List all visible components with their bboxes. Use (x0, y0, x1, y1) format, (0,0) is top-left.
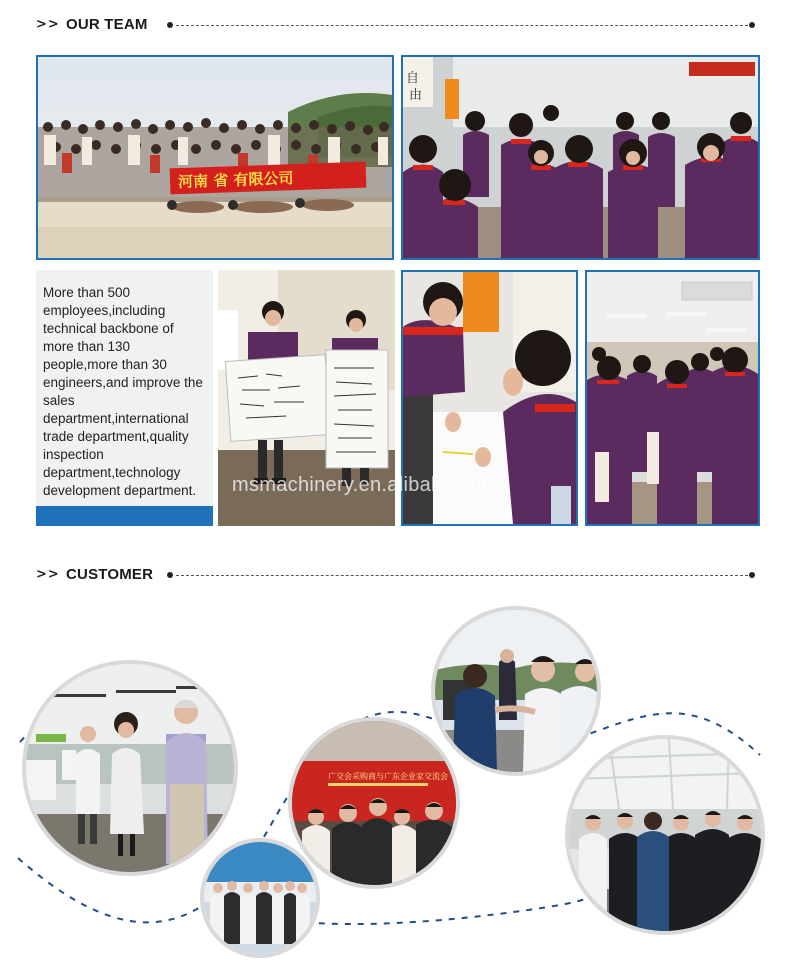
customer-factory-visit-photo (565, 735, 765, 935)
section-title: CUSTOMER (66, 566, 154, 583)
team-meeting-photo (401, 55, 760, 260)
customer-group-photo (200, 838, 320, 958)
team-hall-photo (585, 270, 760, 526)
accent-bar (36, 506, 213, 526)
expo-banner-text: 广交会采购商与广东企业家交流会 (328, 772, 448, 781)
customer-handshake-photo (431, 606, 601, 776)
customer-office-visit-photo (22, 660, 238, 876)
svg-text:自: 自 (406, 71, 420, 86)
dot-icon (167, 22, 173, 28)
dot-icon (167, 572, 173, 578)
dashed-divider (176, 575, 748, 576)
team-beach-photo (36, 55, 394, 260)
chevron-icon: >> (36, 567, 60, 582)
team-description: More than 500 employees,including technical backbone of more than 130 people,more than 30 engineers,and improve the sales department,international trade department,quality inspection department,technology development department. (43, 285, 203, 498)
dashed-divider (176, 25, 748, 26)
team-description-box (36, 270, 213, 506)
watermark-text: msmachinery.en.alibaba.com (232, 474, 499, 496)
chevron-icon: >> (36, 17, 60, 32)
customer-header (36, 563, 758, 587)
banner-text: 河南 省 有限公司 (177, 169, 294, 192)
svg-text:由: 由 (409, 88, 423, 103)
section-title: OUR TEAM (66, 16, 148, 33)
our-team-header (36, 13, 758, 37)
dot-icon (749, 22, 755, 28)
customer-expo-photo (288, 717, 460, 889)
dot-icon (749, 572, 755, 578)
